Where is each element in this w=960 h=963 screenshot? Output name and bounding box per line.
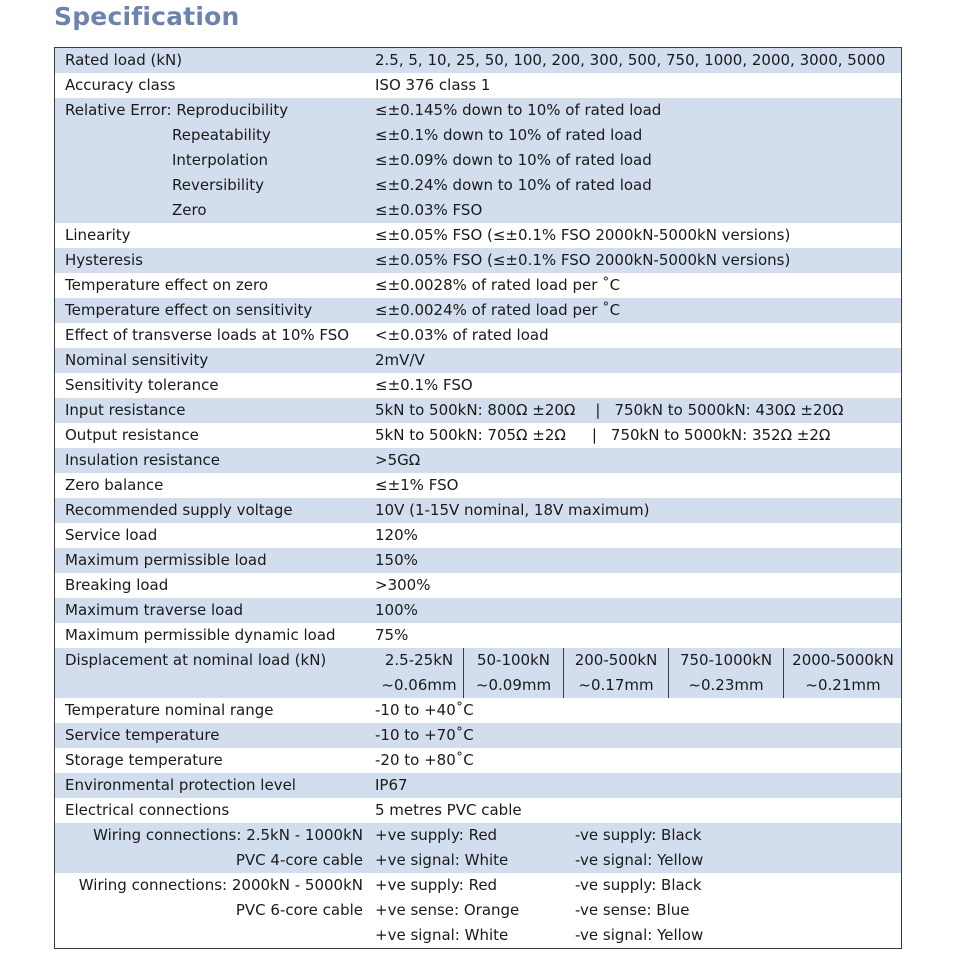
row-label: Maximum permissible dynamic load — [65, 626, 336, 644]
row-transverse-loads — [55, 323, 901, 348]
row-value: ≤±0.05% FSO (≤±0.1% FSO 2000kN-5000kN versions) — [375, 251, 791, 269]
row-rated-load — [55, 48, 901, 73]
row-value: 10V (1-15V nominal, 18V maximum) — [375, 501, 650, 519]
row-label: Linearity — [65, 226, 131, 244]
row-hysteresis — [55, 248, 901, 273]
displacement-range: 200-500kN — [574, 651, 658, 669]
row-relative-error-reproducibility — [55, 98, 901, 123]
row-value: >300% — [375, 576, 431, 594]
wire-negative: -ve signal: Yellow — [575, 926, 704, 944]
row-insulation-resistance — [55, 448, 901, 473]
row-label: Wiring connections: 2000kN - 5000kN — [78, 876, 363, 894]
wire-positive: +ve supply: Red — [375, 826, 498, 844]
row-label: Recommended supply voltage — [65, 501, 293, 519]
row-sensitivity-tolerance — [55, 373, 901, 398]
row-value: ≤±0.1% down to 10% of rated load — [375, 126, 643, 144]
displacement-grid — [375, 648, 902, 698]
row-value: 5 metres PVC cable — [375, 801, 522, 819]
row-label: Accuracy class — [65, 76, 176, 94]
displacement-range: 750-1000kN — [679, 651, 773, 669]
row-linearity — [55, 223, 901, 248]
wire-negative: -ve sense: Blue — [575, 901, 690, 919]
row-value: ≤±0.145% down to 10% of rated load — [375, 101, 662, 119]
row-label: Temperature nominal range — [65, 701, 274, 719]
row-accuracy-class — [55, 73, 901, 98]
row-zero-balance — [55, 473, 901, 498]
wire-negative: -ve supply: Black — [575, 876, 702, 894]
relative-error-label: Relative Error: — [65, 101, 172, 119]
row-displacement — [55, 648, 901, 698]
row-sublabel: Reversibility — [172, 176, 265, 194]
displacement-cell — [375, 648, 464, 698]
row-protection-level — [55, 773, 901, 798]
row-label: Temperature effect on sensitivity — [65, 301, 313, 319]
row-value: ≤±0.09% down to 10% of rated load — [375, 151, 652, 169]
row-label: Wiring connections: 2.5kN - 1000kN — [93, 826, 363, 844]
row-value: ≤±0.03% FSO — [375, 201, 483, 219]
row-value: -10 to +40˚C — [375, 701, 474, 719]
row-value: ≤±1% FSO — [375, 476, 459, 494]
row-relative-error-reversibility — [55, 173, 901, 198]
displacement-cell — [464, 648, 564, 698]
wire-negative: -ve signal: Yellow — [575, 851, 704, 869]
row-label: Hysteresis — [65, 251, 143, 269]
row-value: ≤±0.0024% of rated load per ˚C — [375, 301, 621, 319]
page-title: Specification — [54, 2, 240, 31]
displacement-range: 2.5-25kN — [384, 651, 454, 669]
row-label: Sensitivity tolerance — [65, 376, 219, 394]
row-value: IP67 — [375, 776, 408, 794]
row-max-permissible-load — [55, 548, 901, 573]
row-temp-nominal-range — [55, 698, 901, 723]
row-sublabel: Interpolation — [172, 151, 268, 169]
wire-positive: +ve sense: Orange — [375, 901, 520, 919]
row-temp-effect-sensitivity — [55, 298, 901, 323]
row-max-traverse-load — [55, 598, 901, 623]
row-output-resistance — [55, 423, 901, 448]
row-sublabel: PVC 6-core cable — [235, 901, 363, 919]
row-relative-error-interpolation — [55, 148, 901, 173]
specification-table — [54, 47, 902, 949]
displacement-value: ~0.23mm — [688, 676, 764, 694]
row-input-resistance — [55, 398, 901, 423]
row-label: Effect of transverse loads at 10% FSO — [65, 326, 350, 344]
resistance-high-range: 750kN to 5000kN: 430Ω ±20Ω — [614, 401, 844, 419]
row-wiring-6core-3 — [55, 923, 901, 948]
resistance-low-range: 5kN to 500kN: 705Ω ±2Ω — [375, 426, 566, 444]
row-relative-error-zero — [55, 198, 901, 223]
row-value: >5GΩ — [375, 451, 421, 469]
row-label: Service temperature — [65, 726, 220, 744]
wire-positive: +ve supply: Red — [375, 876, 498, 894]
row-value: -20 to +80˚C — [375, 751, 474, 769]
row-value: 2.5, 5, 10, 25, 50, 100, 200, 300, 500, 750, 1000, 2000, 3000, 5000 — [375, 51, 886, 69]
displacement-value: ~0.06mm — [381, 676, 457, 694]
resistance-low-range: 5kN to 500kN: 800Ω ±20Ω — [375, 401, 576, 419]
row-value: 150% — [375, 551, 418, 569]
row-label: Zero balance — [65, 476, 164, 494]
row-value: ≤±0.1% FSO — [375, 376, 473, 394]
row-label: Rated load (kN) — [65, 51, 183, 69]
row-nominal-sensitivity — [55, 348, 901, 373]
row-label: Maximum traverse load — [65, 601, 244, 619]
row-relative-error-repeatability — [55, 123, 901, 148]
row-sublabel: Reproducibility — [176, 101, 289, 119]
row-label: Temperature effect on zero — [65, 276, 269, 294]
row-temp-effect-zero — [55, 273, 901, 298]
row-sublabel: Repeatability — [172, 126, 271, 144]
separator: | — [595, 401, 601, 419]
resistance-high-range: 750kN to 5000kN: 352Ω ±2Ω — [610, 426, 831, 444]
row-sublabel: Zero — [172, 201, 207, 219]
row-label: Environmental protection level — [65, 776, 296, 794]
row-label: Insulation resistance — [65, 451, 221, 469]
wire-positive: +ve signal: White — [375, 851, 509, 869]
row-label: Input resistance — [65, 401, 186, 419]
row-wiring-4core-2 — [55, 848, 901, 873]
wire-positive: +ve signal: White — [375, 926, 509, 944]
displacement-value: ~0.09mm — [475, 676, 552, 694]
displacement-range: 2000-5000kN — [792, 651, 894, 669]
row-label: Output resistance — [65, 426, 199, 444]
row-label: Electrical connections — [65, 801, 230, 819]
row-label: Breaking load — [65, 576, 169, 594]
row-label: Nominal sensitivity — [65, 351, 209, 369]
row-label: Displacement at nominal load (kN) — [65, 651, 327, 669]
row-max-dynamic-load — [55, 623, 901, 648]
row-label: Service load — [65, 526, 158, 544]
row-breaking-load — [55, 573, 901, 598]
row-value: 100% — [375, 601, 418, 619]
row-label: Storage temperature — [65, 751, 223, 769]
row-value: 75% — [375, 626, 409, 644]
row-wiring-4core-1 — [55, 823, 901, 848]
displacement-cell — [669, 648, 784, 698]
displacement-value: ~0.17mm — [578, 676, 654, 694]
displacement-range: 50-100kN — [476, 651, 551, 669]
row-wiring-6core-1 — [55, 873, 901, 898]
row-label: Maximum permissible load — [65, 551, 267, 569]
displacement-cell — [564, 648, 669, 698]
row-value: <±0.03% of rated load — [375, 326, 549, 344]
wire-negative: -ve supply: Black — [575, 826, 702, 844]
row-value: 120% — [375, 526, 418, 544]
row-service-load — [55, 523, 901, 548]
row-sublabel: PVC 4-core cable — [235, 851, 363, 869]
displacement-value: ~0.21mm — [805, 676, 881, 694]
row-electrical-connections — [55, 798, 901, 823]
row-value: ≤±0.05% FSO (≤±0.1% FSO 2000kN-5000kN versions) — [375, 226, 791, 244]
row-storage-temperature — [55, 748, 901, 773]
row-value: ≤±0.0028% of rated load per ˚C — [375, 276, 621, 294]
row-supply-voltage — [55, 498, 901, 523]
row-wiring-6core-2 — [55, 898, 901, 923]
separator: | — [591, 426, 597, 444]
row-value: ISO 376 class 1 — [375, 76, 491, 94]
row-value: -10 to +70˚C — [375, 726, 474, 744]
row-value: ≤±0.24% down to 10% of rated load — [375, 176, 652, 194]
displacement-cell — [784, 648, 902, 698]
row-value: 2mV/V — [375, 351, 425, 369]
row-service-temperature — [55, 723, 901, 748]
